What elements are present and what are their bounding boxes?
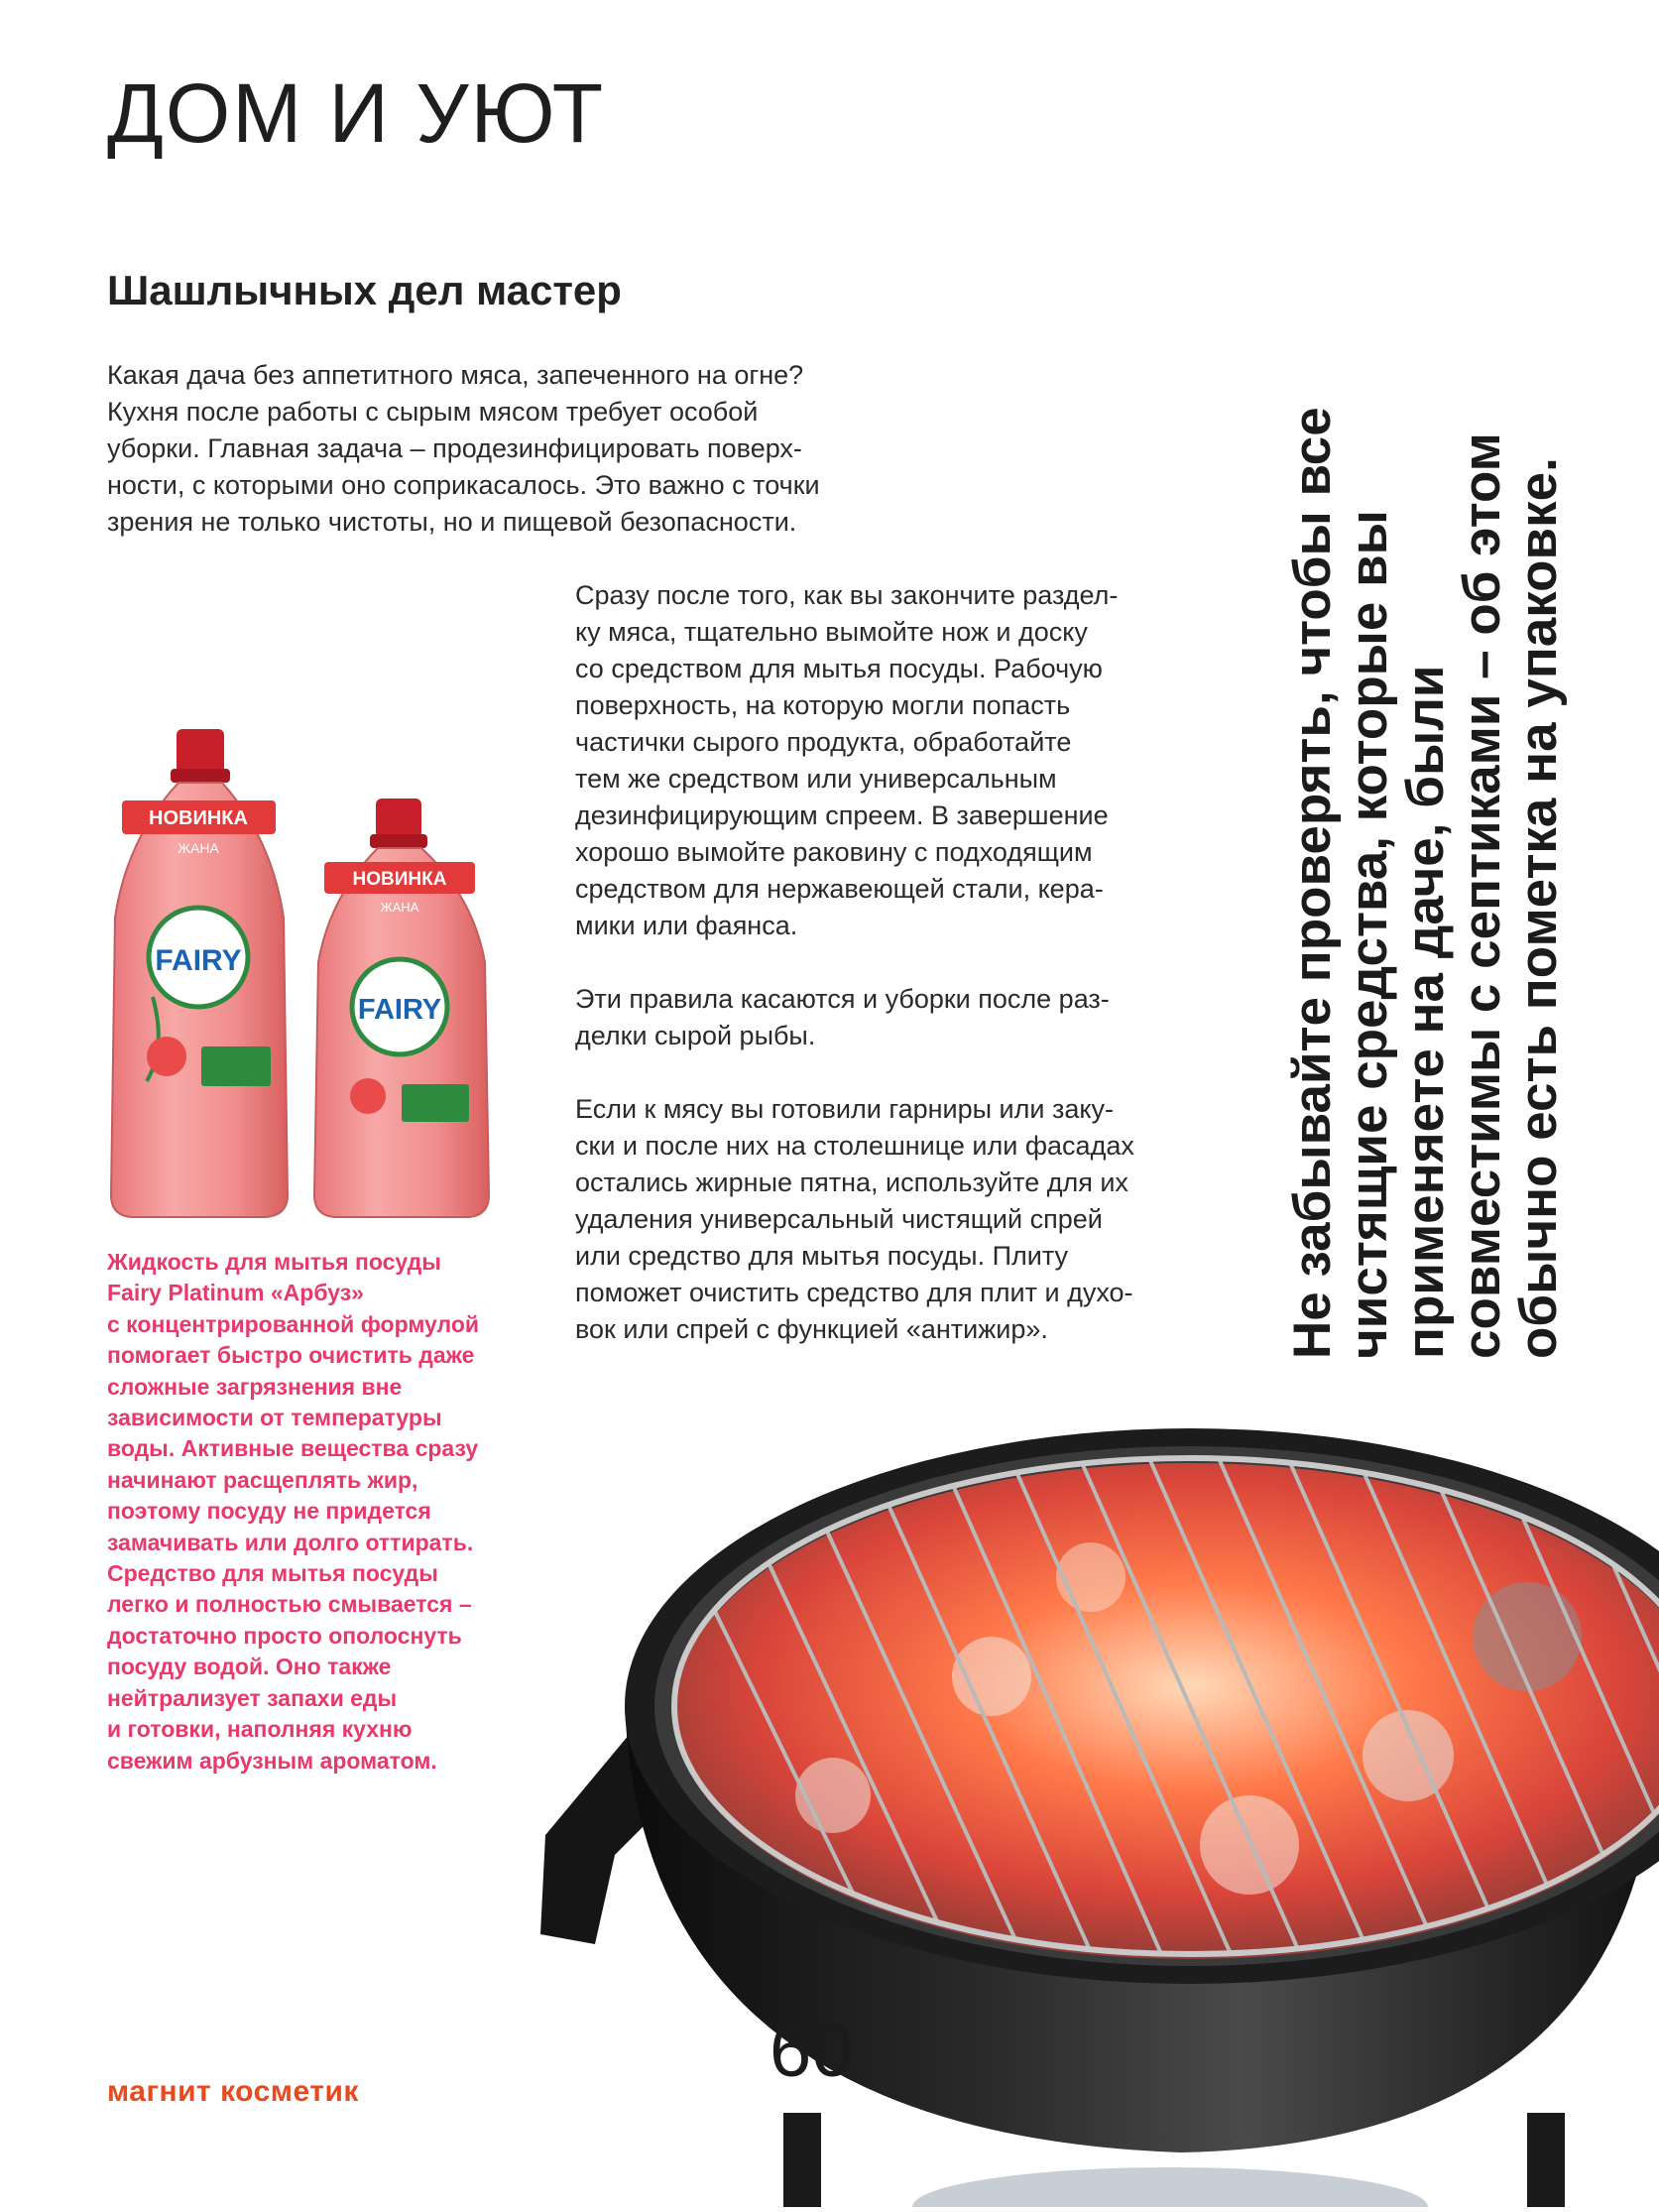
section-title: ДОМ И УЮТ — [107, 66, 606, 160]
body-line: дезинфицирующим спреем. В завершение — [575, 800, 1109, 830]
paragraph-fish — [575, 981, 1210, 1054]
paragraph-cleaning-after-meat — [575, 577, 1210, 944]
caption-line: достаточно просто ополоснуть — [107, 1622, 462, 1649]
body-line: удаления универсальный чистящий спрей — [575, 1204, 1103, 1234]
intro-line: Кухня после работы с сырым мясом требует особой — [107, 397, 759, 427]
pull-quote-vertical — [1284, 129, 1611, 1359]
bottle-small — [314, 799, 489, 1217]
intro-line: зрения не только чистоты, но и пищевой безопасности. — [107, 507, 797, 537]
bottle-small-badge-sub: ЖАНА — [380, 900, 419, 915]
product-image-fairy-bottles — [107, 729, 514, 1225]
intro-line: уборки. Главная задача – продезинфицировать поверх- — [107, 433, 802, 463]
quote-line: применяете на даче, были — [1396, 665, 1455, 1359]
caption-line: Средство для мытья посуды — [107, 1560, 438, 1587]
bottle-large-brand: FAIRY — [155, 944, 242, 977]
body-line: вок или спрей с функцией «антижир». — [575, 1314, 1048, 1344]
caption-line: замачивать или долго оттирать. — [107, 1529, 474, 1555]
brand-logo-magnit-kosmetik: магнит косметик — [107, 2075, 359, 2108]
caption-line: Fairy Platinum «Арбуз» — [107, 1280, 364, 1306]
intro-line: ности, с которыми оно соприкасалось. Это важно с точки — [107, 470, 820, 500]
body-line: остались жирные пятна, используйте для их — [575, 1167, 1128, 1197]
caption-line: зависимости от температуры — [107, 1405, 442, 1431]
caption-line: сложные загрязнения вне — [107, 1373, 403, 1400]
body-line: тем же средством или универсальным — [575, 764, 1057, 794]
body-line: поверхность, на которую могли попасть — [575, 690, 1071, 720]
body-line: Если к мясу вы готовили гарниры или заку- — [575, 1094, 1114, 1124]
body-line: ку мяса, тщательно вымойте нож и доску — [575, 617, 1088, 647]
body-line: со средством для мытья посуды. Рабочую — [575, 654, 1103, 683]
body-line: Сразу после того, как вы закончите раздел- — [575, 580, 1119, 610]
caption-line: воды. Активные вещества сразу — [107, 1435, 479, 1462]
caption-line: и готовки, наполняя кухню — [107, 1716, 413, 1743]
quote-line: обычно есть пометка на упаковке. — [1509, 457, 1568, 1359]
intro-paragraph — [107, 357, 920, 541]
quote-line: Не забывайте проверять, чтобы все — [1283, 407, 1342, 1359]
paragraph-grease-stains — [575, 1091, 1210, 1348]
body-line: поможет очистить средство для плит и духо- — [575, 1278, 1133, 1307]
intro-line: Какая дача без аппетитного мяса, запеченного на огне? — [107, 360, 804, 390]
caption-line: посуду водой. Оно также — [107, 1654, 392, 1680]
main-column — [575, 577, 1210, 1385]
caption-line: свежим арбузным ароматом. — [107, 1747, 437, 1774]
body-line: ски и после них на столешнице или фасадах — [575, 1131, 1134, 1161]
quote-line: чистящие средства, которые вы — [1340, 510, 1398, 1359]
bottle-large-badge-sub: ЖАНА — [178, 840, 219, 856]
body-line: или средство для мытья посуды. Плиту — [575, 1241, 1069, 1271]
bottle-large — [111, 729, 288, 1217]
caption-line: начинают расщеплять жир, — [107, 1466, 418, 1493]
article-heading: Шашлычных дел мастер — [107, 267, 622, 313]
bottle-small-brand: FAIRY — [357, 994, 442, 1026]
caption-line: Жидкость для мытья посуды — [107, 1249, 441, 1275]
caption-line: нейтрализует запахи еды — [107, 1684, 398, 1711]
bottle-small-badge: НОВИНКА — [352, 869, 447, 890]
body-line: делки сырой рыбы. — [575, 1021, 816, 1050]
caption-line: легко и полностью смывается – — [107, 1591, 472, 1618]
body-line: Эти правила касаются и уборки после раз- — [575, 984, 1110, 1014]
body-line: средством для нержавеющей стали, кера- — [575, 874, 1104, 904]
product-caption — [107, 1247, 524, 1777]
bottle-large-badge: НОВИНКА — [149, 807, 248, 829]
caption-line: с концентрированной формулой — [107, 1310, 480, 1337]
body-line: частички сырого продукта, обработайте — [575, 727, 1072, 757]
grill-image — [535, 1379, 1659, 2207]
body-line: хорошо вымойте раковину с подходящим — [575, 837, 1093, 867]
body-line: мики или фаянса. — [575, 911, 798, 940]
page-number: 60 — [770, 2009, 854, 2093]
quote-line: совместимы с септиками – об этом — [1453, 432, 1511, 1359]
caption-line: помогает быстро очистить даже — [107, 1342, 475, 1369]
caption-line: поэтому посуду не придется — [107, 1498, 431, 1525]
